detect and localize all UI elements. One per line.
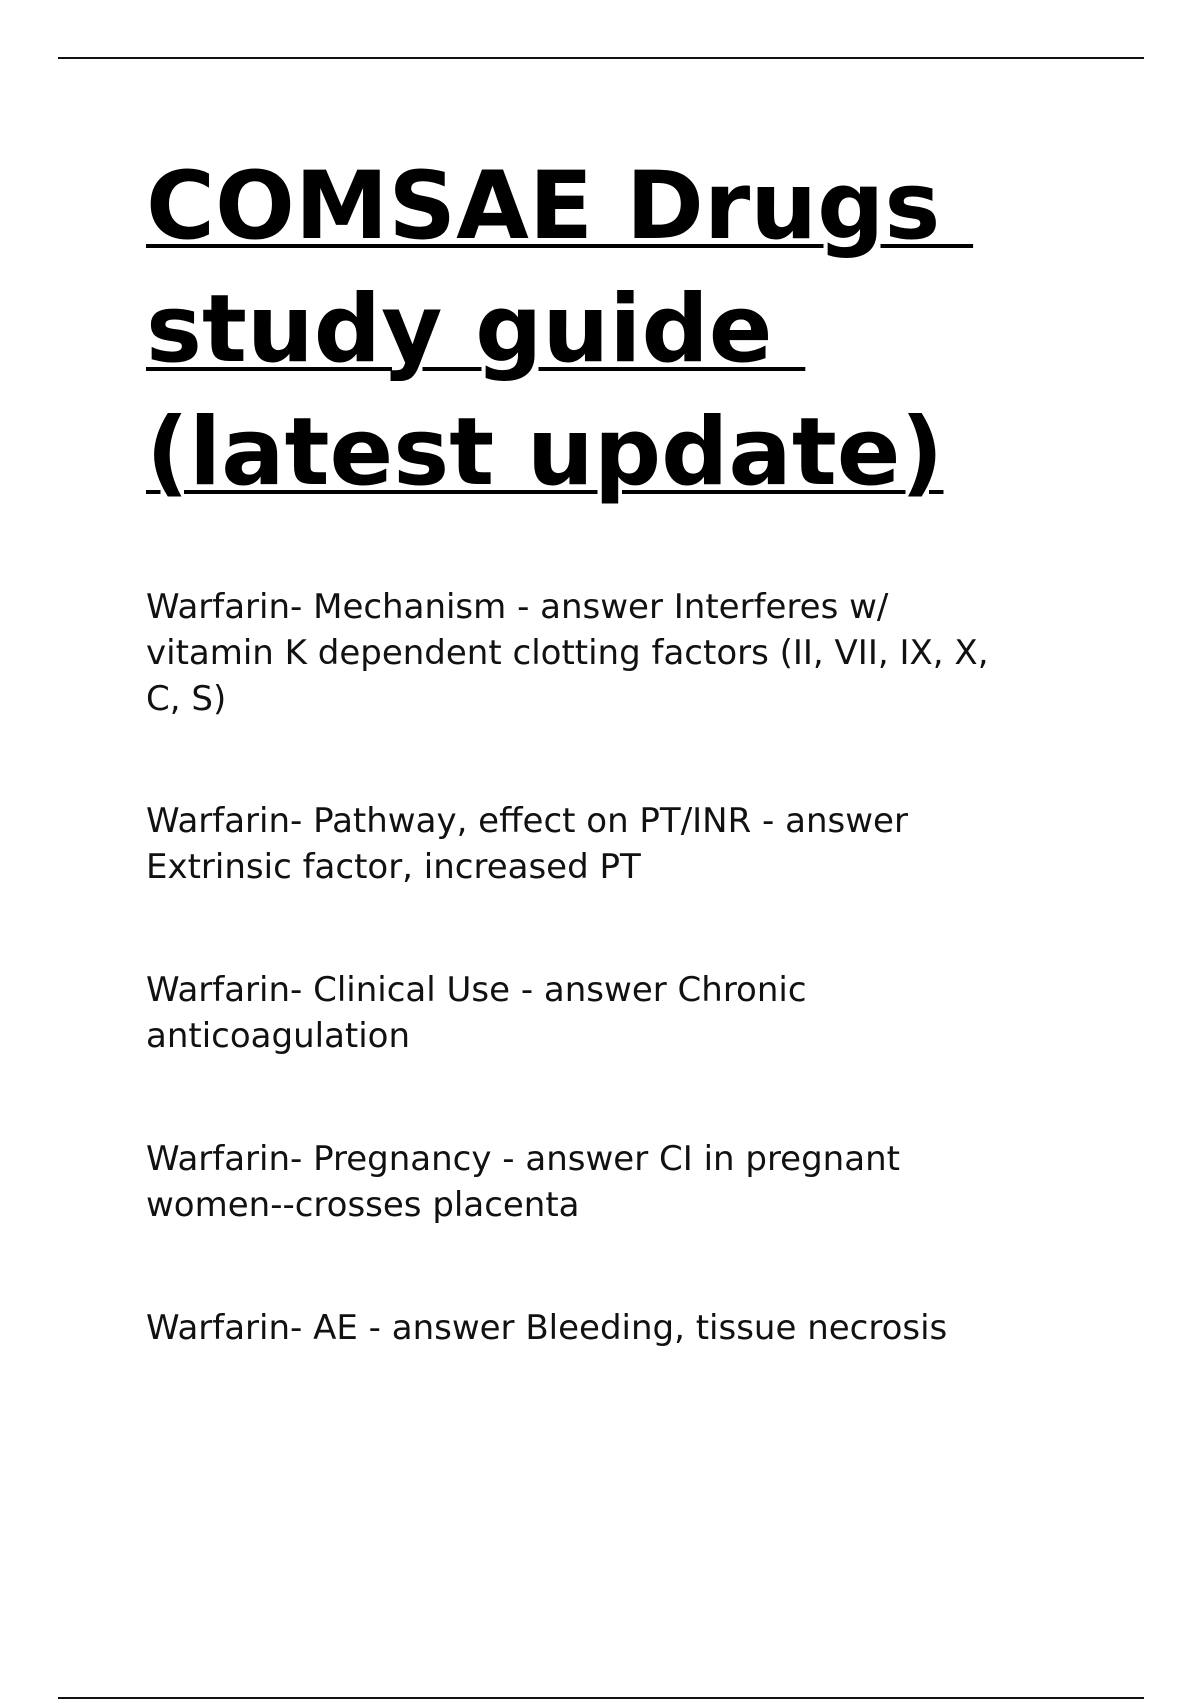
flashcard-item: Warfarin- Pathway, effect on PT/INR - answer Extrinsic factor, increased PT bbox=[146, 801, 908, 887]
top-rule bbox=[58, 57, 1144, 59]
title-line: COMSAE Drugs bbox=[146, 152, 974, 261]
flashcard-item: Warfarin- AE - answer Bleeding, tissue necrosis bbox=[146, 1308, 948, 1348]
flashcard-list bbox=[146, 584, 1076, 1365]
flashcard-item: Warfarin- Clinical Use - answer Chronic anticoagulation bbox=[146, 970, 807, 1056]
document-title bbox=[146, 145, 1106, 514]
flashcard-item: Warfarin- Pregnancy - answer CI in pregnant women--crosses placenta bbox=[146, 1139, 900, 1225]
title-line: (latest update) bbox=[146, 398, 944, 507]
bottom-rule bbox=[58, 1697, 1144, 1699]
title-line: study guide bbox=[146, 275, 806, 384]
flashcard-item: Warfarin- Mechanism - answer Interferes w/ vitamin K dependent clotting factors (II, VII, IX, X, C, S) bbox=[146, 587, 989, 719]
